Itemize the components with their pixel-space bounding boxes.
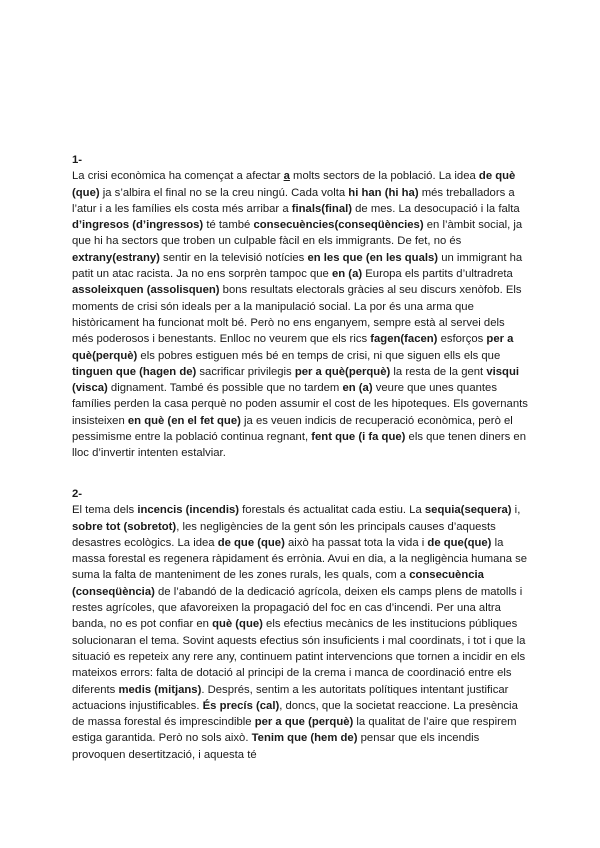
highlighted-correction: És precís (cal) <box>202 699 280 712</box>
highlighted-correction: per a què(perquè) <box>294 365 391 378</box>
highlighted-correction: per a que (perquè) <box>254 716 354 729</box>
text-run: en l’àmbit social, ja que hi ha sectors que troben un culpable fàcil en els immigrants. De fet, no és <box>72 219 523 248</box>
text-run: La crisi econòmica ha començat a afectar <box>72 170 284 183</box>
text-run: , les negligències de la gent són les principals causes d’aquests desastres ecològics. La idea <box>72 520 496 549</box>
text-run: bons resultats electorals gràcies al seu discurs xenòfob. Els moments de crisi són ideals per a la manipulació social. La por és una arma que històricament ha funcionat molt bé. Però no ens enganyem, sempre està al servei dels més poderosos i benestants. Enlloc no veurem que els rics <box>72 284 522 346</box>
text-run: pensar que els incendis provoquen desertització, i aquesta té <box>72 732 480 761</box>
text-run: ja s’albira el final no se la creu ningú. Cada volta <box>99 186 349 199</box>
highlighted-correction: què (que) <box>212 618 263 631</box>
highlighted-correction: medis (mitjans) <box>118 683 202 696</box>
exercise-number: 2- <box>72 488 83 500</box>
highlighted-correction: en (a) <box>342 382 373 395</box>
text-run: els pobres estiguen més bé en temps de crisi, ni que siguen ells els que <box>137 349 501 362</box>
text-run: la massa forestal es regenera ràpidament és errònia. Avui en dia, a la negligència humana se suma la falta de manteniment de les zones rurals, les quals, com a <box>72 536 528 582</box>
text-run: El tema dels <box>72 504 138 517</box>
text-run: els efectius mecànics de les institucions públiques solucionaran el tema. Sovint aquests efectius són insuficients i mal coordinats, i tot i que la situació es repeteix any rere any, continuem patint intervencions que tornen a incidir en els mateixos errors: falta de dotació al principi de la crema i manca de coordinació entre els diferents <box>72 618 526 696</box>
highlighted-correction: d’ingresos (d’ingressos) <box>72 219 204 232</box>
text-run: sentir en la televisió notícies <box>159 251 308 264</box>
text-run: i, <box>511 504 521 517</box>
highlighted-correction: a <box>283 170 290 183</box>
highlighted-correction: sobre tot (sobretot) <box>72 520 177 533</box>
highlighted-correction: en què (en el fet que) <box>127 414 241 427</box>
highlighted-correction: de que(que) <box>427 536 492 549</box>
exercise-2 <box>72 486 528 763</box>
highlighted-correction: Tenim que (hem de) <box>251 732 358 745</box>
highlighted-correction: en les que (en les quals) <box>307 251 439 264</box>
text-run: més treballadors a l’atur i a les famílies els costa més arribar a <box>72 186 515 215</box>
text-run: dignament. També és possible que no tardem <box>107 382 343 395</box>
highlighted-correction: de que (que) <box>217 536 285 549</box>
text-run: Europa els partits d’ultradreta <box>362 268 513 281</box>
text-run: la qualitat de l’aire que respirem estiga garantida. Però no sols això. <box>72 716 517 745</box>
highlighted-correction: finals(final) <box>291 202 353 215</box>
highlighted-correction: en (a) <box>331 268 363 281</box>
highlighted-correction: sequia(sequera) <box>424 504 512 517</box>
text-run: , doncs, que la societat reaccione. La presència de massa forestal és imprescindible <box>72 699 518 729</box>
highlighted-correction: tinguen que (hagen de) <box>72 365 197 378</box>
text-run: . Després, sentim a les autoritats polítiques intentant justificar actuacions injustificables. <box>72 683 509 712</box>
text-run: veure que unes quantes famílies perden la casa perquè no poden assumir el cost de les hipoteques. Els governants insisteixen <box>72 382 528 427</box>
text-run: la resta de la gent <box>390 365 487 378</box>
text-run: un immigrant ha patit un atac racista. Ja no ens sorprèn tampoc que <box>72 251 523 281</box>
exercise-1 <box>72 152 528 462</box>
text-run: ja es veuen indicis de recuperació econòmica, però el pessimisme entre la població continua regnant, <box>72 414 513 444</box>
text-run: forestals és actualitat cada estiu. La <box>239 504 425 517</box>
highlighted-correction: fent que (i fa que) <box>311 431 406 444</box>
exercise-number: 1- <box>72 154 83 166</box>
highlighted-correction: consecuències(conseqüències) <box>253 219 424 232</box>
text-run: té també <box>203 219 254 232</box>
text-run: els que tenen diners en lloc d’invertir intenten estalviar. <box>72 431 526 460</box>
highlighted-correction: visqui (visca) <box>72 365 519 395</box>
text-run: això ha passat tota la vida i <box>284 536 428 549</box>
highlighted-correction: de què (que) <box>72 170 516 199</box>
highlighted-correction: per a què(perquè) <box>72 333 514 362</box>
highlighted-correction: fagen(facen) <box>370 333 438 346</box>
highlighted-correction: hi han (hi ha) <box>348 186 419 199</box>
text-run: esforços <box>437 333 487 346</box>
highlighted-correction: assoleixquen (assolisquen) <box>72 284 220 297</box>
highlighted-correction: extrany(estrany) <box>72 251 160 264</box>
text-run: molts sectors de la població. La idea <box>289 170 479 183</box>
text-run: de l’abandó de la dedicació agrícola, deixen els camps plens de matolls i restes agrícoles, que afavoreixen la propagació del foc en cas d’incendi. Per una altra banda, no es pot confiar en <box>72 585 523 631</box>
highlighted-correction: incencis (incendis) <box>137 504 240 517</box>
exercise-paragraph <box>72 168 528 461</box>
text-run: sacrificar privilegis <box>196 365 295 378</box>
exercise-paragraph <box>72 502 528 763</box>
highlighted-correction: consecuència (conseqüència) <box>72 569 484 598</box>
text-run: de mes. La desocupació i la falta <box>352 202 520 215</box>
